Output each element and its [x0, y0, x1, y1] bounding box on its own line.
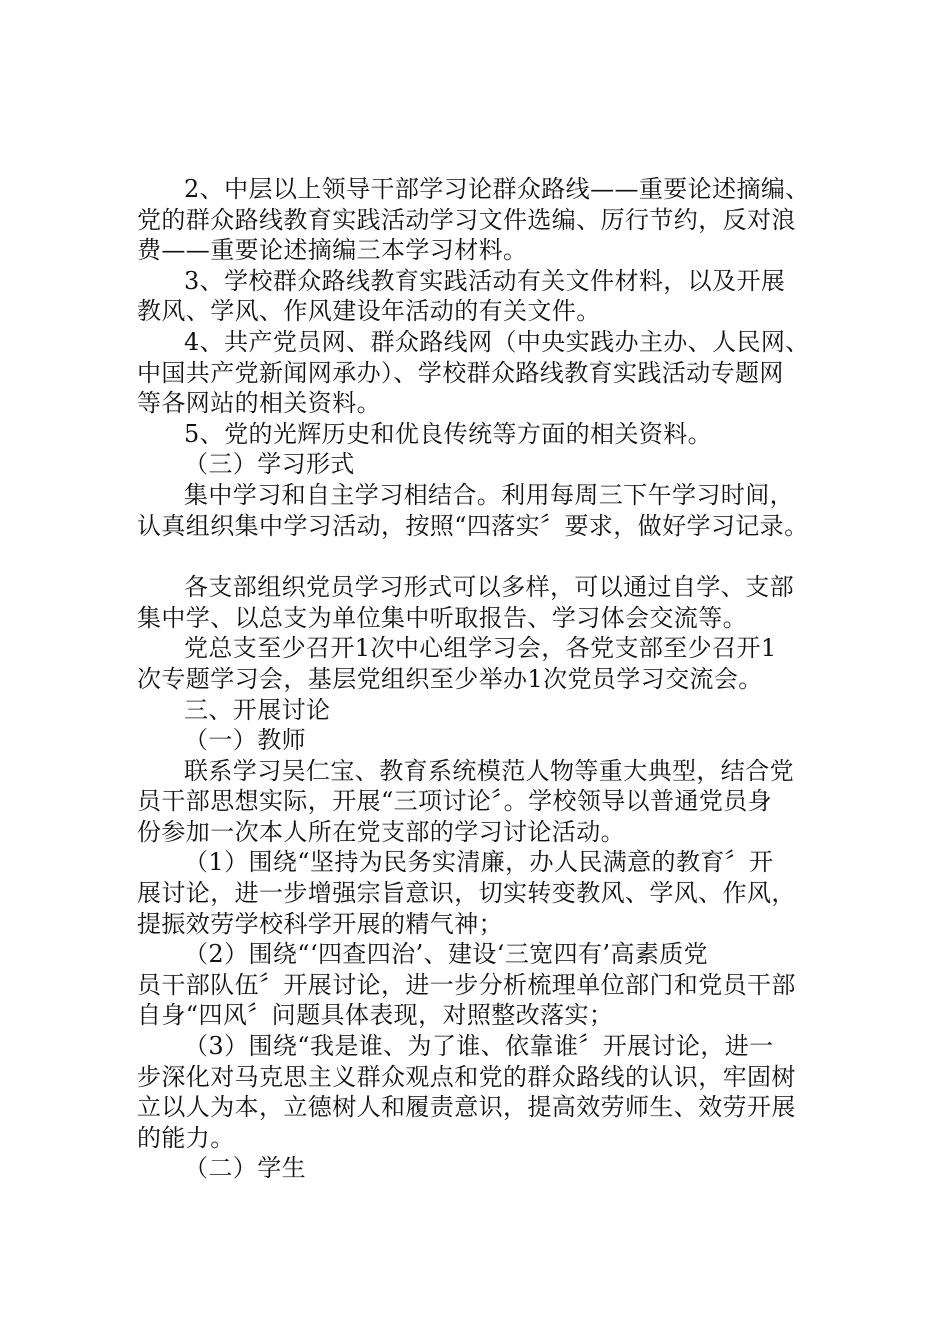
section-heading: （三）学习形式	[184, 450, 355, 479]
document-body	[137, 174, 832, 1184]
paragraph-line: 的能力。	[137, 1123, 235, 1152]
paragraph-line: 党的群众路线教育实践活动学习文件选编、厉行节约，反对浪	[137, 205, 796, 234]
paragraph-line: 4、共产党员网、群众路线网（中央实践办主办、人民网、	[184, 327, 810, 356]
paragraph-line: 费——重要论述摘编三本学习材料。	[137, 236, 528, 265]
section-heading: （一）教师	[184, 726, 306, 755]
paragraph-line: 联系学习吴仁宝、教育系统模范人物等重大典型，结合党	[184, 756, 794, 785]
paragraph-line: 认真组织集中学习活动，按照“四落实〞要求，做好学习记录。	[137, 511, 809, 540]
paragraph-line: 份参加一次本人所在党支部的学习讨论活动。	[137, 817, 625, 846]
section-heading: （二）学生	[184, 1154, 306, 1183]
paragraph-line: 5、党的光辉历史和优良传统等方面的相关资料。	[184, 419, 713, 448]
paragraph-line: 提振效劳学校科学开展的精气神；	[137, 909, 503, 938]
paragraph-line: 集中学、以总支为单位集中听取报告、学习体会交流等。	[137, 603, 747, 632]
blank-line	[137, 541, 832, 572]
paragraph-line: （1）围绕“坚持为民务实清廉，办人民满意的教育〞开	[184, 848, 774, 877]
paragraph-line: 中国共产党新闻网承办）、学校群众路线教育实践活动专题网	[137, 358, 784, 387]
paragraph-line: 等各网站的相关资料。	[137, 389, 381, 418]
section-heading: 三、开展讨论	[184, 695, 331, 724]
paragraph-line: 自身“四风〞问题具体表现，对照整改落实；	[137, 1001, 614, 1030]
paragraph-line: （2）围绕“‘四查四治’、建设‘三宽四有’高素质党	[184, 940, 709, 969]
paragraph-line: 2、中层以上领导干部学习论群众路线——重要论述摘编、	[184, 175, 810, 203]
paragraph-line: 员干部队伍〞开展讨论，进一步分析梳理单位部门和党员干部	[137, 970, 796, 999]
paragraph-line: 展讨论，进一步增强宗旨意识，切实转变教风、学风、作风，	[137, 879, 796, 908]
paragraph-line: 3、学校群众路线教育实践活动有关文件材料，以及开展	[184, 266, 786, 295]
paragraph-line: 各支部组织党员学习形式可以多样，可以通过自学、支部	[184, 573, 794, 602]
paragraph-line: 教风、学风、作风建设年活动的有关文件。	[137, 297, 601, 326]
paragraph-line: 步深化对马克思主义群众观点和党的群众路线的认识，牢固树	[137, 1062, 796, 1091]
paragraph-line: 员干部思想实际，开展“三项讨论〞。学校领导以普通党员身	[137, 787, 773, 816]
paragraph-line: 集中学习和自主学习相结合。利用每周三下午学习时间，	[184, 480, 794, 509]
paragraph-line: 次专题学习会，基层党组织至少举办1次党员学习交流会。	[137, 664, 763, 693]
paragraph-line: （3）围绕“我是谁、为了谁、依靠谁〞开展讨论，进一	[184, 1032, 774, 1061]
paragraph-line: 党总支至少召开1次中心组学习会，各党支部至少召开1	[184, 634, 777, 663]
paragraph-line: 立以人为本，立德树人和履责意识，提高效劳师生、效劳开展	[137, 1093, 796, 1122]
